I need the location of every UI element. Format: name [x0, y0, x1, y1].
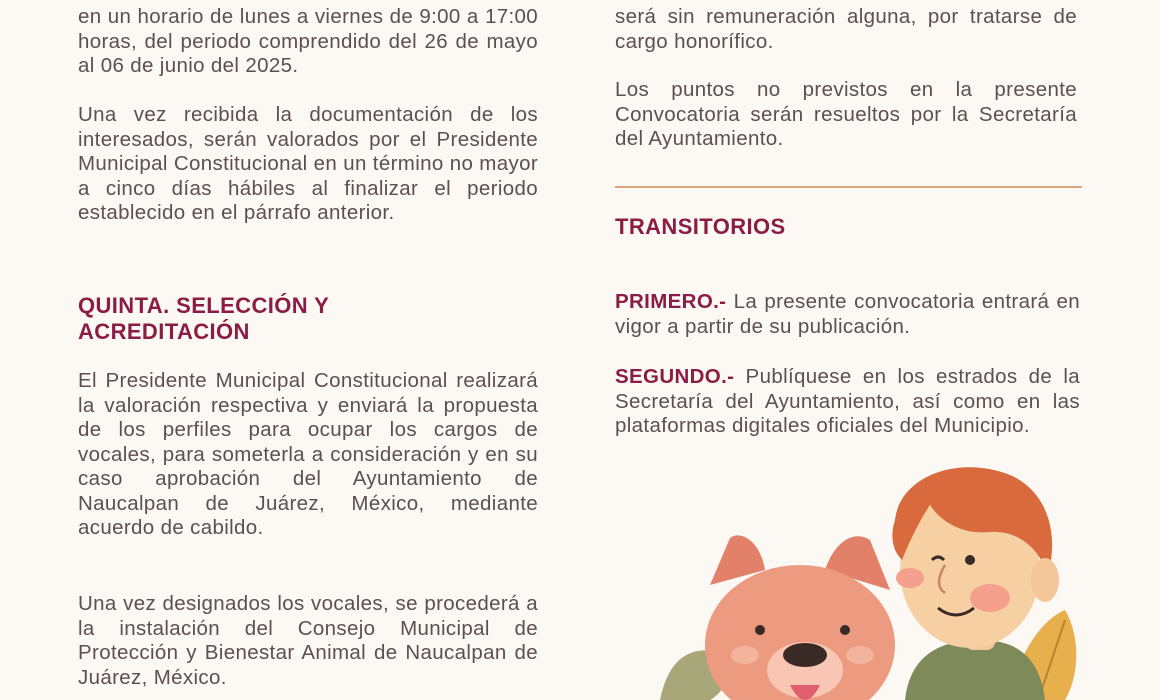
primero-text: La presente convocatoria entrará en vigor a partir de su publicación. [615, 290, 1080, 338]
person-with-dog-illustration [640, 460, 1110, 700]
section-divider [615, 186, 1082, 188]
right-paragraph-unforeseen: Los puntos no previstos en la presente Convocatoria serán resueltos por la Secretaría del Ayuntamiento. [615, 78, 1077, 150]
segundo-label: SEGUNDO.- [615, 365, 735, 388]
section-heading-quinta: QUINTA. SELECCIÓN Y ACREDITACIÓN [78, 293, 329, 344]
segundo-text: Publíquese en los estrados de la Secretaría del Ayuntamiento, así como en las plataformas digitales oficiales del Municipio. [615, 365, 1081, 437]
left-paragraph-installation: Una vez designados los vocales, se procederá a la instalación del Consejo Municipal de Protección y Bienestar Animal de Naucalpan de Juárez, México. [78, 592, 538, 689]
left-paragraph-selection: El Presidente Municipal Constitucional realizará la valoración respectiva y enviará la propuesta de los perfiles para ocupar los cargos de vocales, para someterla a consideración y en su caso aprobación del Ayuntamiento de Naucalpan de Juárez, México, mediante acuerdo de cabildo. [78, 369, 538, 539]
left-paragraph-schedule: en un horario de lunes a viernes de 9:00 a 17:00 horas, del periodo comprendido del 26 de mayo al 06 de junio del 2025. [78, 5, 538, 77]
transitorio-segundo [615, 365, 1080, 439]
section-heading-transitorios: TRANSITORIOS [615, 214, 786, 239]
right-paragraph-remuneration: será sin remuneración alguna, por tratarse de cargo honorífico. [615, 5, 1077, 53]
left-paragraph-evaluation: Una vez recibida la documentación de los interesados, serán valorados por el Presidente Municipal Constitucional en un término no mayor a cinco días hábiles al finalizar el periodo establecido en el párrafo anterior. [78, 103, 538, 224]
transitorio-primero [615, 290, 1080, 339]
primero-label: PRIMERO.- [615, 290, 727, 313]
